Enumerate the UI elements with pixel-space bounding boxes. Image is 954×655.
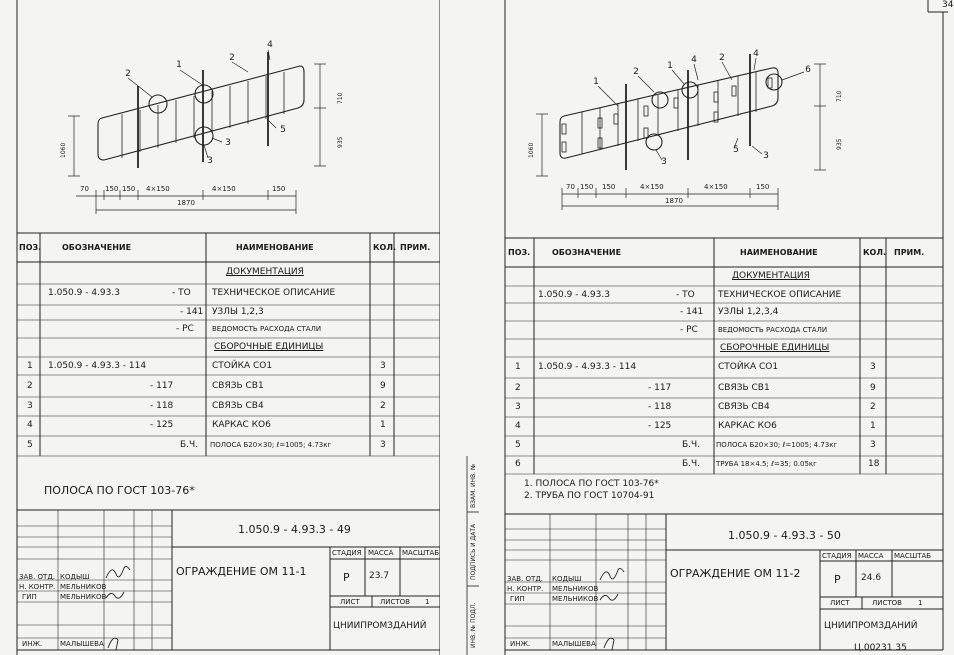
sheets-label: ЛИСТОВ xyxy=(380,598,410,606)
row-suffix: - 141 xyxy=(680,307,704,317)
row-pos: 4 xyxy=(515,421,521,431)
role-label: Н. КОНТР. xyxy=(19,583,56,591)
row-designation: - 125 xyxy=(648,421,672,431)
role-label: ЗАВ. ОТД. xyxy=(507,575,544,583)
section-heading: ДОКУМЕНТАЦИЯ xyxy=(732,271,810,281)
callout-label: 4 xyxy=(267,40,273,50)
row-qty: 2 xyxy=(870,402,876,412)
row-designation: - 117 xyxy=(648,383,672,393)
dim-segment: 4×150 xyxy=(212,185,236,193)
role-label: ИНЖ. xyxy=(22,640,43,648)
row-designation: Б.Ч. xyxy=(682,459,701,469)
row-qty: 3 xyxy=(870,362,876,372)
row-qty: 3 xyxy=(380,361,386,371)
person-name: МЕЛЬНИКОВ xyxy=(552,585,599,593)
stamp-vzam: ВЗАМ. ИНВ. № xyxy=(470,463,477,508)
col-note-header: ПРИМ. xyxy=(894,248,925,257)
col-pos-header: ПОЗ. xyxy=(19,243,42,252)
row-designation: Б.Ч. xyxy=(180,440,199,450)
callout-label: 5 xyxy=(733,145,739,155)
doc-code: 1.050.9 - 4.93.3 - 50 xyxy=(728,529,841,542)
scale-label: МАСШТАБ xyxy=(894,552,932,560)
callout-label: 2 xyxy=(719,53,725,63)
signature-1 xyxy=(600,568,624,580)
drawing-title: ОГРАЖДЕНИЕ ОМ 11-2 xyxy=(670,567,801,580)
callout-label: 1 xyxy=(593,77,599,87)
row-qty: 3 xyxy=(870,440,876,450)
row-name: КАРКАС КО6 xyxy=(718,421,777,431)
callout-label: 4 xyxy=(753,49,759,59)
row-qty: 18 xyxy=(868,459,880,469)
dim-710: 710 xyxy=(836,90,843,102)
row-designation: 1.050.9 - 4.93.3 - 114 xyxy=(538,362,637,372)
dim-segment: 4×150 xyxy=(146,185,170,193)
row-name: СВЯЗЬ СВ1 xyxy=(718,383,770,393)
dim-935: 935 xyxy=(337,136,344,148)
callout-label: 3 xyxy=(661,157,667,167)
col-pos-header: ПОЗ. xyxy=(508,248,531,257)
dim-segment: 150 xyxy=(272,185,286,193)
callout-label: 2 xyxy=(229,53,235,63)
row-name: ПОЛОСА Б20×30; ℓ=1005; 4.73кг xyxy=(210,441,332,449)
person-name: МЕЛЬНИКОВ xyxy=(60,583,107,591)
row-name: СВЯЗЬ СВ1 xyxy=(212,381,264,391)
note-line: 2. ТРУБА ПО ГОСТ 10704-91 xyxy=(524,491,655,501)
callout-label: 3 xyxy=(763,151,769,161)
drawing-sheet-om11-1 xyxy=(0,0,440,655)
row-designation: - 117 xyxy=(150,381,174,391)
row-name: ВЕДОМОСТЬ РАСХОДА СТАЛИ xyxy=(718,326,828,334)
doc-code: 1.050.9 - 4.93.3 - 49 xyxy=(238,523,351,536)
mass-value: 23.7 xyxy=(369,571,390,581)
page-number: 34 xyxy=(942,0,954,10)
person-name: МАЛЫШЕВА xyxy=(60,640,104,648)
row-qty: 1 xyxy=(870,421,876,431)
row-suffix: - РС xyxy=(176,324,194,334)
row-qty: 1 xyxy=(380,420,386,430)
section-heading: ДОКУМЕНТАЦИЯ xyxy=(226,267,304,277)
col-designation-header: ОБОЗНАЧЕНИЕ xyxy=(62,243,132,252)
col-qty-header: КОЛ. xyxy=(863,248,887,257)
person-name: МАЛЫШЕВА xyxy=(552,640,596,648)
row-pos: 1 xyxy=(27,361,33,371)
sheets-label: ЛИСТОВ xyxy=(872,599,902,607)
note-line: 1. ПОЛОСА ПО ГОСТ 103-76* xyxy=(524,479,659,489)
row-name: КАРКАС КО6 xyxy=(212,420,271,430)
dim-segment: 4×150 xyxy=(704,183,728,191)
signature-1 xyxy=(106,566,130,578)
signature-2 xyxy=(600,594,618,600)
sheets-value: 1 xyxy=(918,599,923,607)
sheets-value: 1 xyxy=(425,598,430,606)
role-label: ГИП xyxy=(510,595,525,603)
dim-segment: 150 xyxy=(122,185,136,193)
stage-label: СТАДИЯ xyxy=(822,552,852,560)
signature-2 xyxy=(106,592,124,598)
callout-label: 2 xyxy=(125,69,131,79)
col-note-header: ПРИМ. xyxy=(400,243,431,252)
col-name-header: НАИМЕНОВАНИЕ xyxy=(740,248,818,257)
row-qty: 3 xyxy=(380,440,386,450)
role-label: ИНЖ. xyxy=(510,640,531,648)
row-name: СВЯЗЬ СВ4 xyxy=(718,402,770,412)
row-name: ВЕДОМОСТЬ РАСХОДА СТАЛИ xyxy=(212,325,322,333)
row-designation: Б.Ч. xyxy=(682,440,701,450)
row-pos: 1 xyxy=(515,362,521,372)
callout-label: 3 xyxy=(207,156,213,166)
dim-935: 935 xyxy=(836,138,843,150)
note-line: ПОЛОСА ПО ГОСТ 103-76* xyxy=(44,484,195,497)
person-name: МЕЛЬНИКОВ xyxy=(552,595,599,603)
org-name: ЦНИИПРОМЗДАНИЙ xyxy=(333,621,427,631)
signature-3 xyxy=(604,638,614,650)
stamp-podpis: ПОДПИСЬ И ДАТА xyxy=(470,523,477,580)
row-name: ПОЛОСА Б20×30; ℓ=1005; 4.73кг xyxy=(716,441,838,449)
stage-value: Р xyxy=(343,571,350,584)
row-qty: 2 xyxy=(380,401,386,411)
railing-panel-2 xyxy=(560,54,782,170)
dim-overall: 1870 xyxy=(177,199,195,207)
dim-segment: 150 xyxy=(105,185,119,193)
scale-label: МАСШТАБ xyxy=(402,549,440,557)
callout-label: 3 xyxy=(225,138,231,148)
callout-label: 1 xyxy=(176,60,182,70)
row-designation: 1.050.9 - 4.93.3 - 114 xyxy=(48,361,147,371)
dim-segment: 70 xyxy=(566,183,575,191)
callout-label: 4 xyxy=(691,55,697,65)
person-name: КОДЫШ xyxy=(60,573,90,581)
stage-value: Р xyxy=(834,573,841,586)
sheet-label: ЛИСТ xyxy=(830,599,850,607)
dim-segment: 150 xyxy=(580,183,594,191)
dim-overall: 1870 xyxy=(665,197,683,205)
person-name: КОДЫШ xyxy=(552,575,582,583)
row-pos: 4 xyxy=(27,420,33,430)
dim-segment: 70 xyxy=(80,185,89,193)
row-suffix: - ТО xyxy=(172,288,191,298)
mass-value: 24.6 xyxy=(861,573,882,583)
row-designation: - 118 xyxy=(150,401,174,411)
dim-1060: 1060 xyxy=(528,142,535,158)
row-name: ТЕХНИЧЕСКОЕ ОПИСАНИЕ xyxy=(212,288,336,298)
callout-label: 1 xyxy=(667,61,673,71)
row-suffix: - ТО xyxy=(676,290,695,300)
row-name: СТОЙКА СО1 xyxy=(212,361,273,371)
col-qty-header: КОЛ. xyxy=(373,243,397,252)
row-pos: 3 xyxy=(27,401,33,411)
row-pos: 6 xyxy=(515,459,521,469)
callout-label: 6 xyxy=(805,65,811,75)
row-name: УЗЛЫ 1,2,3 xyxy=(212,307,264,317)
section-heading: СБОРОЧНЫЕ ЕДИНИЦЫ xyxy=(214,342,324,352)
org-name: ЦНИИПРОМЗДАНИЙ xyxy=(824,621,918,631)
row-qty: 9 xyxy=(870,383,876,393)
drawing-title: ОГРАЖДЕНИЕ ОМ 11-1 xyxy=(176,565,307,578)
row-pos: 2 xyxy=(515,383,521,393)
signature-3 xyxy=(108,638,118,650)
drawing-sheet-om11-2 xyxy=(478,0,954,655)
row-pos: 5 xyxy=(27,440,33,450)
row-qty: 9 xyxy=(380,381,386,391)
row-pos: 3 xyxy=(515,402,521,412)
col-designation-header: ОБОЗНАЧЕНИЕ xyxy=(552,248,622,257)
row-designation: - 125 xyxy=(150,420,174,430)
person-name: МЕЛЬНИКОВ xyxy=(60,593,107,601)
mass-label: МАССА xyxy=(858,552,884,560)
stamp-inv: ИНВ. № ПОДЛ. xyxy=(470,602,477,648)
row-suffix: - РС xyxy=(680,325,698,335)
callout-label: 5 xyxy=(280,125,286,135)
section-heading: СБОРОЧНЫЕ ЕДИНИЦЫ xyxy=(720,343,830,353)
dim-710: 710 xyxy=(337,92,344,104)
col-name-header: НАИМЕНОВАНИЕ xyxy=(236,243,314,252)
row-name: ТЕХНИЧЕСКОЕ ОПИСАНИЕ xyxy=(718,290,842,300)
row-pos: 5 xyxy=(515,440,521,450)
dim-segment: 150 xyxy=(756,183,770,191)
dim-1060: 1060 xyxy=(60,142,67,158)
role-label: ЗАВ. ОТД. xyxy=(19,573,56,581)
row-designation: 1.050.9 - 4.93.3 xyxy=(538,290,610,300)
row-name: ТРУБА 18×4.5; ℓ=35; 0.05кг xyxy=(716,460,817,468)
role-label: Н. КОНТР. xyxy=(507,585,544,593)
row-name: СВЯЗЬ СВ4 xyxy=(212,401,264,411)
role-label: ГИП xyxy=(22,593,37,601)
bottom-code: Ц.00231 35 xyxy=(854,643,907,653)
row-name: УЗЛЫ 1,2,3,4 xyxy=(718,307,779,317)
mass-label: МАССА xyxy=(368,549,394,557)
sheet-label: ЛИСТ xyxy=(340,598,360,606)
callout-label: 2 xyxy=(633,67,639,77)
row-designation: - 118 xyxy=(648,402,672,412)
row-name: СТОЙКА СО1 xyxy=(718,362,779,372)
dim-segment: 4×150 xyxy=(640,183,664,191)
row-suffix: - 141 xyxy=(180,307,204,317)
row-pos: 2 xyxy=(27,381,33,391)
stage-label: СТАДИЯ xyxy=(332,549,362,557)
row-designation: 1.050.9 - 4.93.3 xyxy=(48,288,120,298)
dim-segment: 150 xyxy=(602,183,616,191)
